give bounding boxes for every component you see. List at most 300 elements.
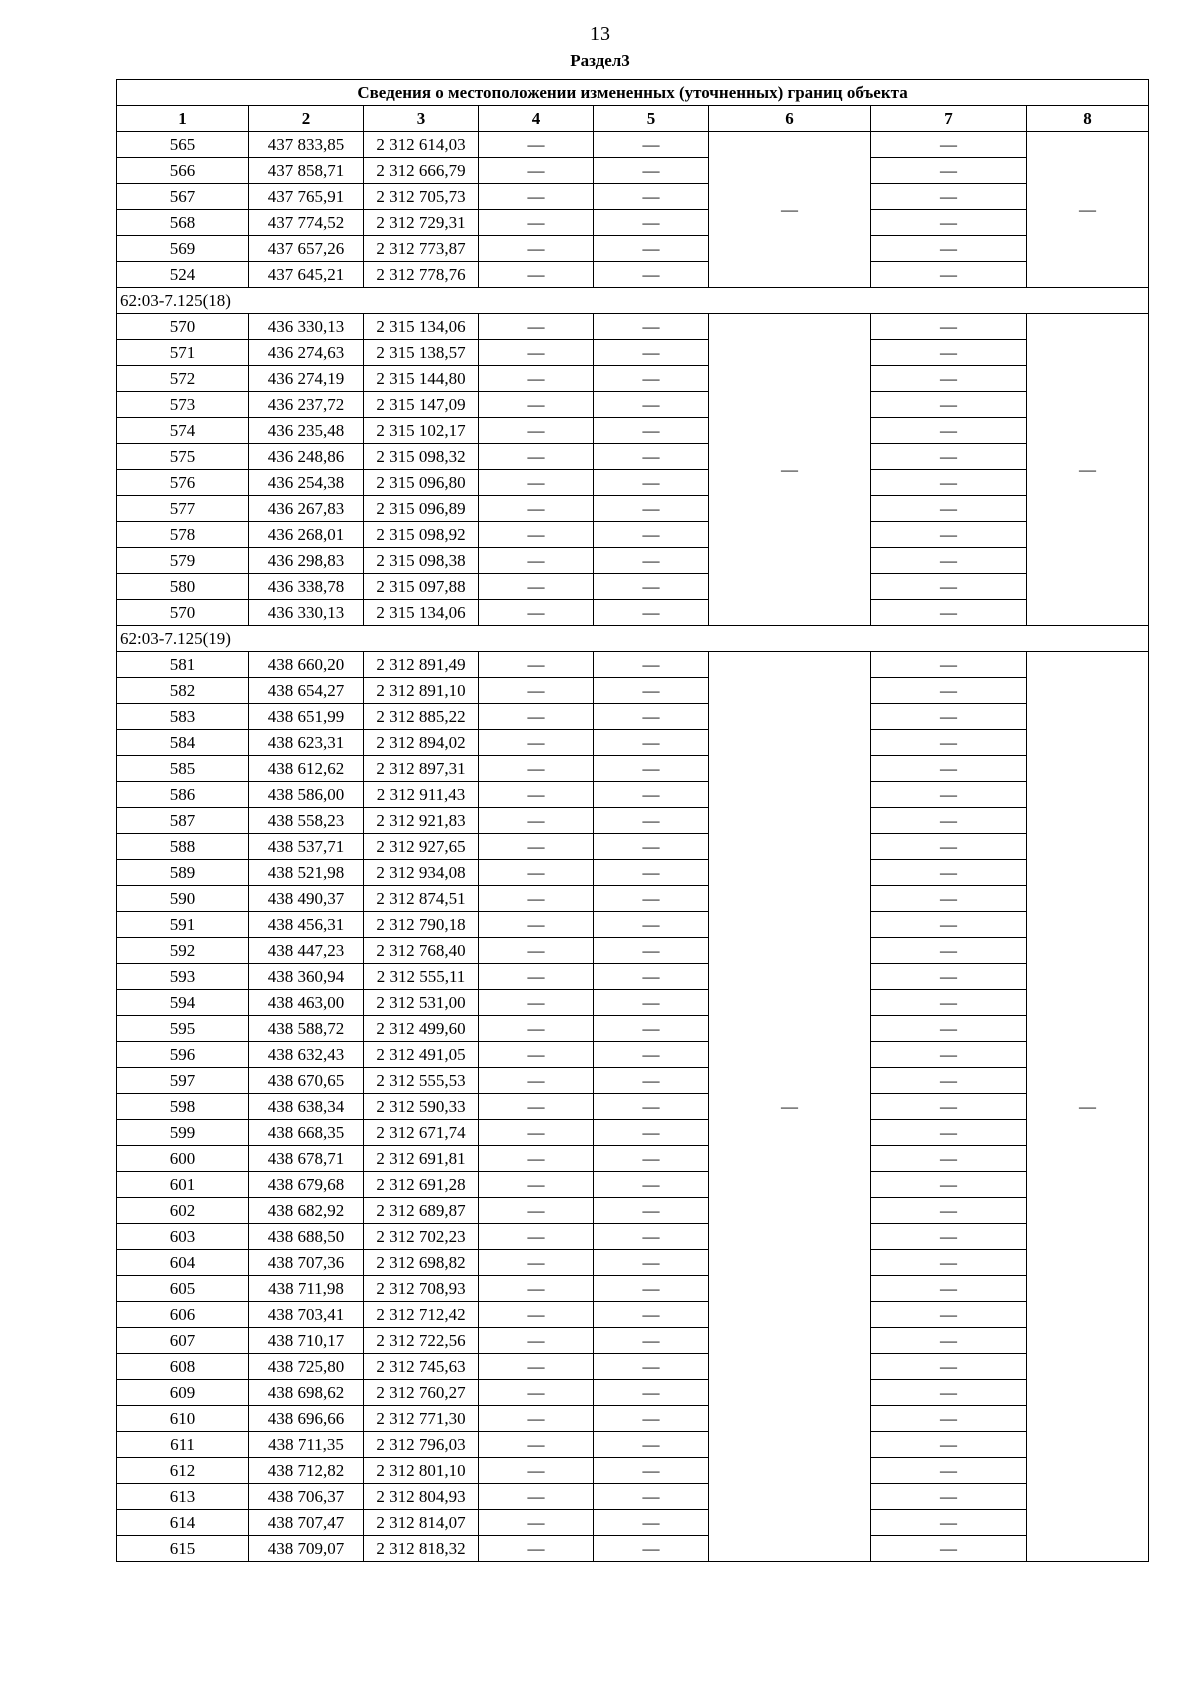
- cell-y-coordinate: 2 315 134,06: [364, 314, 479, 340]
- table-row: [117, 1328, 1149, 1354]
- cell-col-4: —: [479, 470, 594, 496]
- cell-col-4: —: [479, 1198, 594, 1224]
- cell-col-5: —: [594, 132, 709, 158]
- cell-col-5: —: [594, 964, 709, 990]
- cell-col-4: —: [479, 1250, 594, 1276]
- cell-x-coordinate: 436 267,83: [249, 496, 364, 522]
- cell-y-coordinate: 2 315 134,06: [364, 600, 479, 626]
- cell-x-coordinate: 438 679,68: [249, 1172, 364, 1198]
- cell-col-5: —: [594, 340, 709, 366]
- cell-col-5: —: [594, 184, 709, 210]
- table-row: [117, 1120, 1149, 1146]
- cell-x-coordinate: 438 682,92: [249, 1198, 364, 1224]
- table-row: [117, 210, 1149, 236]
- cell-col-7: —: [871, 548, 1027, 574]
- cell-col-5: —: [594, 574, 709, 600]
- cell-col-7: —: [871, 808, 1027, 834]
- cell-col-7: —: [871, 834, 1027, 860]
- cell-point-number: 587: [117, 808, 249, 834]
- table-row: [117, 158, 1149, 184]
- column-header-1: 1: [117, 106, 249, 132]
- cell-col-4: —: [479, 1094, 594, 1120]
- cell-x-coordinate: 438 709,07: [249, 1536, 364, 1562]
- cell-x-coordinate: 438 707,36: [249, 1250, 364, 1276]
- column-header-row: [117, 106, 1149, 132]
- cell-col-5: —: [594, 522, 709, 548]
- cell-col-7: —: [871, 418, 1027, 444]
- cell-y-coordinate: 2 312 885,22: [364, 704, 479, 730]
- cell-col-4: —: [479, 184, 594, 210]
- table-row: [117, 1406, 1149, 1432]
- cell-y-coordinate: 2 312 691,28: [364, 1172, 479, 1198]
- column-header-6: 6: [709, 106, 871, 132]
- cell-point-number: 615: [117, 1536, 249, 1562]
- cell-point-number: 571: [117, 340, 249, 366]
- cell-point-number: 608: [117, 1354, 249, 1380]
- cell-col-4: —: [479, 340, 594, 366]
- cell-col-7: —: [871, 262, 1027, 288]
- cell-y-coordinate: 2 312 691,81: [364, 1146, 479, 1172]
- cell-col-4: —: [479, 704, 594, 730]
- cell-y-coordinate: 2 312 614,03: [364, 132, 479, 158]
- table-row: [117, 262, 1149, 288]
- cell-point-number: 581: [117, 652, 249, 678]
- cell-y-coordinate: 2 315 098,38: [364, 548, 479, 574]
- cell-col-4: —: [479, 938, 594, 964]
- cell-point-number: 609: [117, 1380, 249, 1406]
- cell-col-4: —: [479, 600, 594, 626]
- cell-point-number: 570: [117, 600, 249, 626]
- cell-col-5: —: [594, 1484, 709, 1510]
- table-row: [117, 444, 1149, 470]
- cell-y-coordinate: 2 312 891,10: [364, 678, 479, 704]
- table-title: Сведения о местоположении измененных (уточненных) границ объекта: [117, 80, 1149, 106]
- table-row: [117, 964, 1149, 990]
- cell-point-number: 569: [117, 236, 249, 262]
- cell-y-coordinate: 2 312 722,56: [364, 1328, 479, 1354]
- cell-col-4: —: [479, 678, 594, 704]
- cell-col-5: —: [594, 938, 709, 964]
- cell-x-coordinate: 437 765,91: [249, 184, 364, 210]
- table-row: [117, 1042, 1149, 1068]
- cell-x-coordinate: 436 254,38: [249, 470, 364, 496]
- cell-col-5: —: [594, 1094, 709, 1120]
- cell-col-7: —: [871, 1068, 1027, 1094]
- cell-col-4: —: [479, 912, 594, 938]
- cell-col-5: —: [594, 1380, 709, 1406]
- cell-col-7: —: [871, 158, 1027, 184]
- cell-col-4: —: [479, 522, 594, 548]
- cell-x-coordinate: 437 774,52: [249, 210, 364, 236]
- cell-col-5: —: [594, 444, 709, 470]
- cell-point-number: 593: [117, 964, 249, 990]
- cell-point-number: 596: [117, 1042, 249, 1068]
- cell-point-number: 611: [117, 1432, 249, 1458]
- cell-col-4: —: [479, 756, 594, 782]
- cell-x-coordinate: 438 660,20: [249, 652, 364, 678]
- column-header-2: 2: [249, 106, 364, 132]
- cell-point-number: 592: [117, 938, 249, 964]
- table-title-row: [117, 80, 1149, 106]
- table-row: [117, 782, 1149, 808]
- cell-col-5: —: [594, 262, 709, 288]
- cell-col-5: —: [594, 1536, 709, 1562]
- cell-col-4: —: [479, 1432, 594, 1458]
- cell-y-coordinate: 2 315 138,57: [364, 340, 479, 366]
- cell-col-5: —: [594, 912, 709, 938]
- table-row: [117, 470, 1149, 496]
- group-label: 62:03-7.125(18): [117, 288, 1149, 314]
- table-row: [117, 1094, 1149, 1120]
- cell-y-coordinate: 2 312 790,18: [364, 912, 479, 938]
- cell-x-coordinate: 436 330,13: [249, 314, 364, 340]
- cell-col-4: —: [479, 1172, 594, 1198]
- cell-col-4: —: [479, 730, 594, 756]
- table-row: [117, 548, 1149, 574]
- cell-col-7: —: [871, 366, 1027, 392]
- cell-col-4: —: [479, 392, 594, 418]
- cell-col-5: —: [594, 1276, 709, 1302]
- cell-col-7: —: [871, 678, 1027, 704]
- cell-col-4: —: [479, 990, 594, 1016]
- cell-x-coordinate: 437 657,26: [249, 236, 364, 262]
- cell-col-5: —: [594, 1016, 709, 1042]
- cell-y-coordinate: 2 312 702,23: [364, 1224, 479, 1250]
- cell-point-number: 574: [117, 418, 249, 444]
- cell-x-coordinate: 438 632,43: [249, 1042, 364, 1068]
- cell-y-coordinate: 2 312 590,33: [364, 1094, 479, 1120]
- cell-col-5: —: [594, 496, 709, 522]
- cell-y-coordinate: 2 312 760,27: [364, 1380, 479, 1406]
- cell-x-coordinate: 436 298,83: [249, 548, 364, 574]
- cell-point-number: 605: [117, 1276, 249, 1302]
- cell-col-5: —: [594, 1042, 709, 1068]
- table-row: [117, 990, 1149, 1016]
- cell-y-coordinate: 2 312 698,82: [364, 1250, 479, 1276]
- cell-col-5: —: [594, 1224, 709, 1250]
- column-header-8: 8: [1027, 106, 1149, 132]
- cell-col-7: —: [871, 860, 1027, 886]
- cell-col-7: —: [871, 314, 1027, 340]
- table-row: [117, 1432, 1149, 1458]
- cell-col-4: —: [479, 1276, 594, 1302]
- cell-point-number: 524: [117, 262, 249, 288]
- cell-col-5: —: [594, 1328, 709, 1354]
- table-row: [117, 860, 1149, 886]
- cell-x-coordinate: 438 521,98: [249, 860, 364, 886]
- cell-col-8-merged: —: [1027, 652, 1149, 1562]
- cell-x-coordinate: 438 703,41: [249, 1302, 364, 1328]
- cell-col-5: —: [594, 808, 709, 834]
- table-row: [117, 574, 1149, 600]
- cell-x-coordinate: 438 456,31: [249, 912, 364, 938]
- cell-x-coordinate: 438 696,66: [249, 1406, 364, 1432]
- cell-col-7: —: [871, 1406, 1027, 1432]
- cell-x-coordinate: 438 706,37: [249, 1484, 364, 1510]
- cell-col-7: —: [871, 1172, 1027, 1198]
- cell-x-coordinate: 438 725,80: [249, 1354, 364, 1380]
- table-row: [117, 132, 1149, 158]
- cell-x-coordinate: 438 537,71: [249, 834, 364, 860]
- cell-x-coordinate: 436 268,01: [249, 522, 364, 548]
- cell-col-7: —: [871, 470, 1027, 496]
- cell-col-4: —: [479, 1120, 594, 1146]
- cell-point-number: 601: [117, 1172, 249, 1198]
- cell-col-7: —: [871, 1198, 1027, 1224]
- cell-col-5: —: [594, 1510, 709, 1536]
- table-row: [117, 938, 1149, 964]
- cell-col-5: —: [594, 1172, 709, 1198]
- cell-col-4: —: [479, 1354, 594, 1380]
- cell-col-4: —: [479, 262, 594, 288]
- table-row: [117, 1172, 1149, 1198]
- table-row: [117, 1484, 1149, 1510]
- cell-col-6-merged: —: [709, 314, 871, 626]
- cell-col-4: —: [479, 1510, 594, 1536]
- table-row: [117, 496, 1149, 522]
- table-body: [117, 132, 1149, 1562]
- cell-y-coordinate: 2 312 804,93: [364, 1484, 479, 1510]
- cell-x-coordinate: 437 858,71: [249, 158, 364, 184]
- cell-point-number: 607: [117, 1328, 249, 1354]
- cell-y-coordinate: 2 315 096,80: [364, 470, 479, 496]
- column-header-5: 5: [594, 106, 709, 132]
- column-header-7: 7: [871, 106, 1027, 132]
- cell-x-coordinate: 436 274,19: [249, 366, 364, 392]
- cell-col-7: —: [871, 1120, 1027, 1146]
- cell-x-coordinate: 438 668,35: [249, 1120, 364, 1146]
- cell-y-coordinate: 2 312 818,32: [364, 1536, 479, 1562]
- cell-x-coordinate: 438 710,17: [249, 1328, 364, 1354]
- table-row: [117, 912, 1149, 938]
- cell-col-5: —: [594, 314, 709, 340]
- cell-y-coordinate: 2 312 708,93: [364, 1276, 479, 1302]
- cell-point-number: 610: [117, 1406, 249, 1432]
- cell-point-number: 600: [117, 1146, 249, 1172]
- cell-y-coordinate: 2 315 097,88: [364, 574, 479, 600]
- cell-y-coordinate: 2 312 814,07: [364, 1510, 479, 1536]
- table-row: [117, 704, 1149, 730]
- table-row: [117, 236, 1149, 262]
- cell-col-4: —: [479, 1146, 594, 1172]
- table-row: [117, 730, 1149, 756]
- cell-col-8-merged: —: [1027, 132, 1149, 288]
- cell-y-coordinate: 2 315 098,92: [364, 522, 479, 548]
- table-row: [117, 1146, 1149, 1172]
- cell-y-coordinate: 2 315 144,80: [364, 366, 479, 392]
- cell-col-5: —: [594, 1302, 709, 1328]
- cell-col-7: —: [871, 1458, 1027, 1484]
- cell-col-7: —: [871, 1276, 1027, 1302]
- cell-col-4: —: [479, 496, 594, 522]
- cell-col-7: —: [871, 1146, 1027, 1172]
- cell-x-coordinate: 438 707,47: [249, 1510, 364, 1536]
- table-row: [117, 1068, 1149, 1094]
- cell-point-number: 568: [117, 210, 249, 236]
- cell-col-5: —: [594, 236, 709, 262]
- cell-col-4: —: [479, 808, 594, 834]
- cell-col-4: —: [479, 366, 594, 392]
- cell-col-4: —: [479, 964, 594, 990]
- cell-point-number: 584: [117, 730, 249, 756]
- cell-point-number: 580: [117, 574, 249, 600]
- cell-col-4: —: [479, 1406, 594, 1432]
- cell-x-coordinate: 438 711,98: [249, 1276, 364, 1302]
- cell-col-5: —: [594, 1406, 709, 1432]
- cell-col-7: —: [871, 1250, 1027, 1276]
- table-row: [117, 1250, 1149, 1276]
- cell-col-4: —: [479, 444, 594, 470]
- cell-col-4: —: [479, 1042, 594, 1068]
- cell-x-coordinate: 438 654,27: [249, 678, 364, 704]
- cell-col-4: —: [479, 210, 594, 236]
- table-row: [117, 756, 1149, 782]
- cell-col-4: —: [479, 1302, 594, 1328]
- cell-point-number: 590: [117, 886, 249, 912]
- cell-col-7: —: [871, 574, 1027, 600]
- cell-y-coordinate: 2 312 927,65: [364, 834, 479, 860]
- cell-col-5: —: [594, 1250, 709, 1276]
- cell-col-5: —: [594, 860, 709, 886]
- cell-y-coordinate: 2 315 098,32: [364, 444, 479, 470]
- cell-y-coordinate: 2 312 712,42: [364, 1302, 479, 1328]
- cell-col-5: —: [594, 1458, 709, 1484]
- cell-x-coordinate: 437 645,21: [249, 262, 364, 288]
- cell-y-coordinate: 2 312 773,87: [364, 236, 479, 262]
- cell-y-coordinate: 2 312 796,03: [364, 1432, 479, 1458]
- cell-col-7: —: [871, 1432, 1027, 1458]
- cell-point-number: 612: [117, 1458, 249, 1484]
- cell-col-5: —: [594, 652, 709, 678]
- cell-col-5: —: [594, 470, 709, 496]
- cell-y-coordinate: 2 312 891,49: [364, 652, 479, 678]
- cell-y-coordinate: 2 312 768,40: [364, 938, 479, 964]
- cell-y-coordinate: 2 312 531,00: [364, 990, 479, 1016]
- page-number: 13: [590, 23, 610, 45]
- table-row: [117, 834, 1149, 860]
- cell-col-4: —: [479, 782, 594, 808]
- cell-col-5: —: [594, 418, 709, 444]
- cell-point-number: 576: [117, 470, 249, 496]
- cell-x-coordinate: 438 558,23: [249, 808, 364, 834]
- cell-x-coordinate: 438 463,00: [249, 990, 364, 1016]
- cell-point-number: 572: [117, 366, 249, 392]
- cell-point-number: 582: [117, 678, 249, 704]
- cell-x-coordinate: 438 612,62: [249, 756, 364, 782]
- cell-col-7: —: [871, 756, 1027, 782]
- table-row: [117, 1276, 1149, 1302]
- cell-col-4: —: [479, 1536, 594, 1562]
- cell-x-coordinate: 436 274,63: [249, 340, 364, 366]
- column-header-4: 4: [479, 106, 594, 132]
- cell-y-coordinate: 2 315 102,17: [364, 418, 479, 444]
- cell-col-7: —: [871, 210, 1027, 236]
- cell-col-4: —: [479, 314, 594, 340]
- cell-col-7: —: [871, 964, 1027, 990]
- cell-x-coordinate: 438 588,72: [249, 1016, 364, 1042]
- cell-col-7: —: [871, 1510, 1027, 1536]
- cell-x-coordinate: 436 330,13: [249, 600, 364, 626]
- cell-x-coordinate: 438 698,62: [249, 1380, 364, 1406]
- cell-point-number: 595: [117, 1016, 249, 1042]
- cell-col-4: —: [479, 1458, 594, 1484]
- cell-col-7: —: [871, 1328, 1027, 1354]
- cell-y-coordinate: 2 312 934,08: [364, 860, 479, 886]
- cell-point-number: 603: [117, 1224, 249, 1250]
- cell-point-number: 602: [117, 1198, 249, 1224]
- cell-x-coordinate: 436 338,78: [249, 574, 364, 600]
- cell-col-4: —: [479, 548, 594, 574]
- table-row: [117, 1510, 1149, 1536]
- cell-point-number: 588: [117, 834, 249, 860]
- table-row: [117, 522, 1149, 548]
- cell-col-5: —: [594, 1120, 709, 1146]
- cell-y-coordinate: 2 312 745,63: [364, 1354, 479, 1380]
- table-row: [117, 340, 1149, 366]
- cell-y-coordinate: 2 312 729,31: [364, 210, 479, 236]
- cell-point-number: 585: [117, 756, 249, 782]
- table-row: [117, 1458, 1149, 1484]
- cell-point-number: 566: [117, 158, 249, 184]
- cell-col-7: —: [871, 938, 1027, 964]
- cell-point-number: 586: [117, 782, 249, 808]
- cell-y-coordinate: 2 312 894,02: [364, 730, 479, 756]
- table-row: [117, 366, 1149, 392]
- cell-col-5: —: [594, 990, 709, 1016]
- cell-y-coordinate: 2 312 897,31: [364, 756, 479, 782]
- cell-y-coordinate: 2 312 555,11: [364, 964, 479, 990]
- cell-col-7: —: [871, 1016, 1027, 1042]
- cell-col-5: —: [594, 366, 709, 392]
- cell-y-coordinate: 2 312 801,10: [364, 1458, 479, 1484]
- cell-col-4: —: [479, 1328, 594, 1354]
- cell-y-coordinate: 2 315 096,89: [364, 496, 479, 522]
- cell-col-7: —: [871, 522, 1027, 548]
- table-row: [117, 184, 1149, 210]
- cell-col-7: —: [871, 236, 1027, 262]
- column-header-3: 3: [364, 106, 479, 132]
- cell-x-coordinate: 436 237,72: [249, 392, 364, 418]
- table-row: [117, 1354, 1149, 1380]
- cell-y-coordinate: 2 312 491,05: [364, 1042, 479, 1068]
- coordinates-table: [116, 79, 1149, 1562]
- table-row: [117, 678, 1149, 704]
- cell-y-coordinate: 2 312 555,53: [364, 1068, 479, 1094]
- table-row: [117, 392, 1149, 418]
- cell-col-7: —: [871, 1380, 1027, 1406]
- cell-col-7: —: [871, 1042, 1027, 1068]
- cell-point-number: 583: [117, 704, 249, 730]
- cell-x-coordinate: 436 235,48: [249, 418, 364, 444]
- cell-col-7: —: [871, 184, 1027, 210]
- cell-col-5: —: [594, 1354, 709, 1380]
- cell-x-coordinate: 438 490,37: [249, 886, 364, 912]
- cell-col-7: —: [871, 1354, 1027, 1380]
- cell-x-coordinate: 438 623,31: [249, 730, 364, 756]
- cell-point-number: 598: [117, 1094, 249, 1120]
- cell-point-number: 594: [117, 990, 249, 1016]
- cell-col-5: —: [594, 392, 709, 418]
- cell-y-coordinate: 2 312 499,60: [364, 1016, 479, 1042]
- cell-col-4: —: [479, 574, 594, 600]
- cell-col-5: —: [594, 756, 709, 782]
- table-row: [117, 600, 1149, 626]
- cell-y-coordinate: 2 312 874,51: [364, 886, 479, 912]
- cell-x-coordinate: 438 638,34: [249, 1094, 364, 1120]
- cell-col-4: —: [479, 834, 594, 860]
- cell-col-7: —: [871, 1094, 1027, 1120]
- cell-y-coordinate: 2 312 911,43: [364, 782, 479, 808]
